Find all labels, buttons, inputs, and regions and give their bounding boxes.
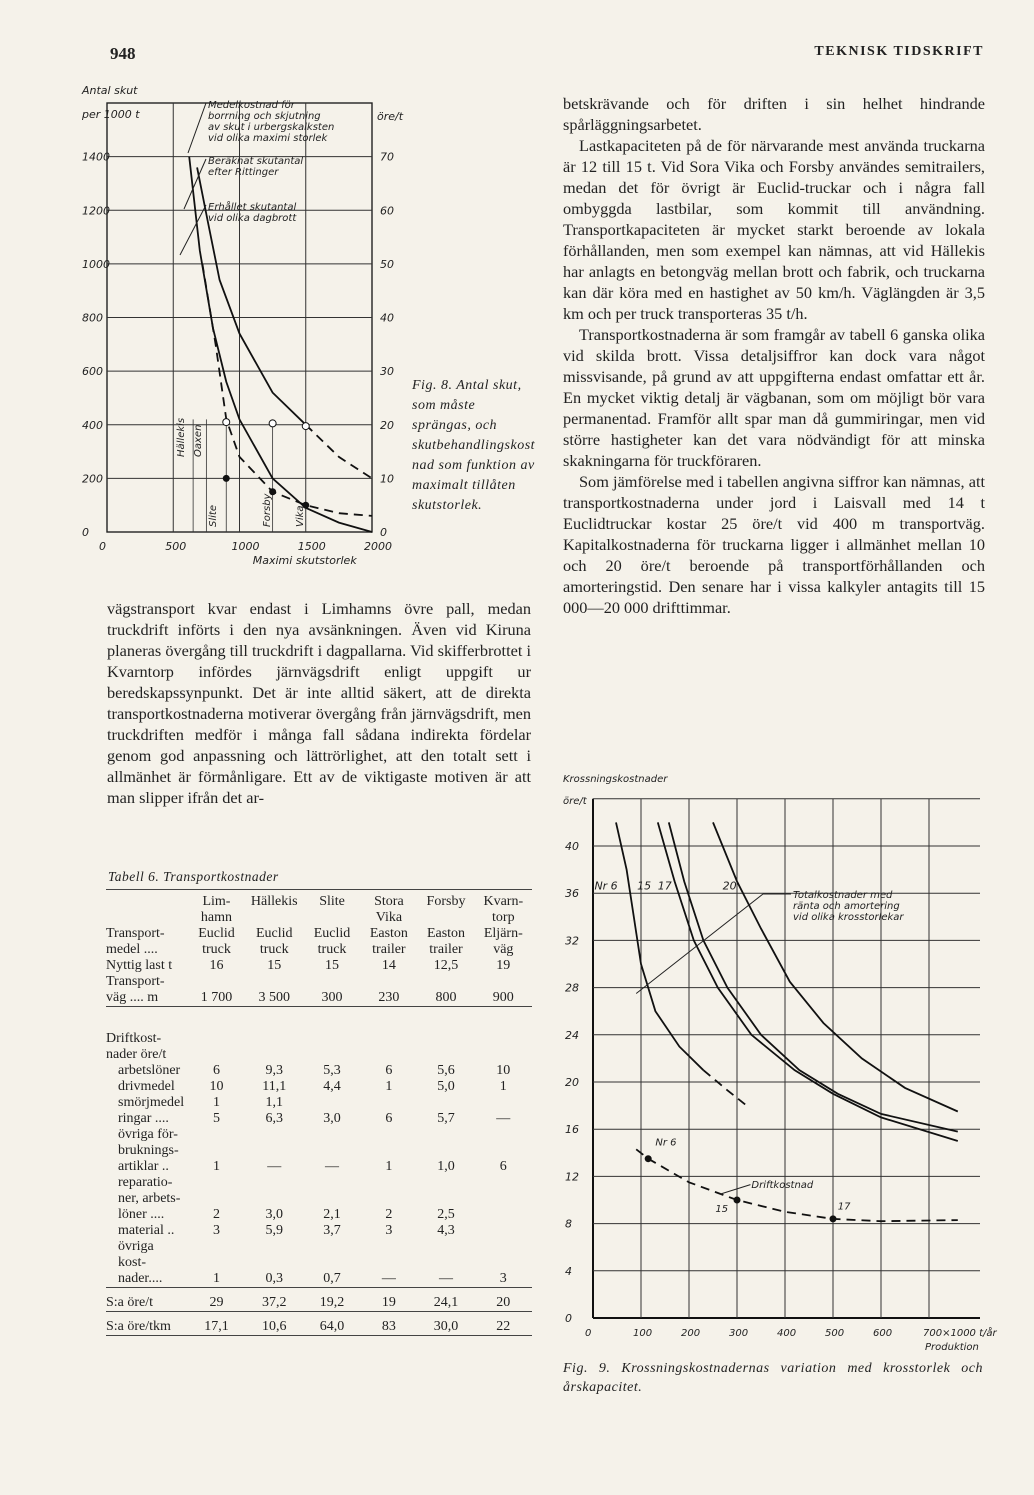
x-tick-label: 500 [825, 1328, 845, 1339]
total-cell: 10,6 [261, 1319, 287, 1334]
annotation-text: Totalkostnader med [793, 890, 893, 901]
row-label: övriga för- bruknings- artiklar .. [118, 1127, 179, 1174]
annotation-leader [720, 1185, 750, 1194]
x-tick-label: 700×1000 t/år [923, 1328, 997, 1339]
annotation [208, 200, 297, 224]
table-cell: 1 [212, 1271, 220, 1286]
paragraph: Transportkostnaderna är som framgår av tabell 6 ganska olika vid skilda brott. Vissa detaljsiffror kan dock vara något missvisande, på grund av att uppgifterna endast omfattar ett år. En mycket viktig detalj är vägbanan, som om möjligt bör vara permanentad. Framför allt spar man då gummiringar, men vid större hastigheter kan det vara nödvändigt för att minska skakningarna för truckföraren. [563, 325, 985, 470]
table-cell: 2 [385, 1207, 393, 1222]
table-cell: — [381, 1271, 396, 1286]
site-label: Slite [208, 505, 219, 527]
open-data-point [302, 423, 309, 430]
x-tick-label: 100 [633, 1328, 653, 1339]
y-tick-label: 36 [565, 887, 579, 901]
paragraph: Lastkapaciteten på de för närvarande mest använda truckarna är 12 till 15 t. Vid Sora Vika och Forsby användes semitrailers, medan det för övrigt är Euclid-truckar och i några fall ombyggda lastbilar, som kommit till användning. Transportkapaciteten är mycket starkt beroende av lokala förhållanden, men som exempel kan nämnas, att vid Hällekis har anlagts en betongväg mellan brott och fabrik, och truckarna kan där köra med en hastighet av 50 km/h. Väglängden är 3,5 km och per truck transporteras 35 t/h. [563, 136, 985, 323]
annotation-text: Erhållet skutantal [208, 202, 297, 213]
y-tick-label: 8 [565, 1217, 572, 1231]
table-cell: — [267, 1159, 282, 1174]
table-cell: 19 [496, 958, 511, 973]
table-cell: 1 [499, 1079, 507, 1094]
open-data-point [269, 420, 276, 427]
x-tick-label: 600 [873, 1328, 893, 1339]
row-label: Transport- medel .... [106, 926, 165, 957]
section-label: Driftkost- nader öre/t [106, 1031, 167, 1062]
figure-8-caption: Fig. 8. Antal skut, som måste sprängas, och skutbehandlingskostnad som funktion av maximalt tillåten skutstorlek. [412, 378, 536, 513]
x-axis-label: Maximi skutstorlek [252, 554, 357, 567]
table-cell [304, 1095, 361, 1111]
table-cell: 1 [212, 1095, 220, 1110]
table-cell [360, 1095, 417, 1111]
table-cell: 3 [212, 1223, 220, 1238]
table-cell: 0,3 [265, 1271, 283, 1286]
table-cell: 16 [209, 958, 224, 973]
x-tick-label: 300 [729, 1328, 749, 1339]
row-label: ringar .... [118, 1111, 169, 1126]
y2-tick-label: 60 [380, 204, 394, 218]
total-cell: 24,1 [433, 1295, 459, 1310]
row-label: arbetslöner [118, 1063, 181, 1078]
annotation [208, 100, 334, 144]
annotation [208, 156, 303, 178]
total-label: S:a öre/t [106, 1295, 154, 1310]
total-cell: 64,0 [319, 1319, 345, 1334]
y2-tick-label: 10 [380, 472, 394, 486]
y-tick-label: 1000 [82, 257, 110, 271]
column-header: Forsby [426, 894, 466, 909]
series-line [703, 1070, 746, 1105]
y-tick-label: 16 [565, 1123, 579, 1137]
curve-label: 17 [657, 879, 672, 893]
annotation-text: vid olika maximi storlek [208, 133, 328, 144]
paragraph: vägstransport kvar endast i Limhamns övre pall, medan truckdrift införts i den nya avsänkningen. Även vid Kiruna planeras övergång till truckdrift i dagpallarna. Vid skifferbrottet i Kvarntorp infördes järnvägsdrift enligt uppgift ur beredskapssynpunkt. Det är inte alltid säkert, att de direkta transportkostnaderna motiverar övergång från järnvägsdrift, men truckdriften medför i många fall sådana indirekta fördelar genom god anpassning och lättrörlighet, att den totalt sett i allmänhet är förmånligare. Ett av de viktigaste motiven är att man slipper ifrån det ar- [107, 599, 531, 807]
table-cell: 4,3 [437, 1223, 455, 1238]
row-label: övriga kost- nader.... [118, 1239, 163, 1286]
y-tick-label: 1400 [82, 150, 110, 164]
table-cell: 9,3 [265, 1063, 283, 1078]
page-number: 948 [110, 44, 136, 63]
y2-tick-label: 0 [380, 526, 387, 539]
annotation-leader [188, 103, 206, 153]
filled-data-point [734, 1197, 741, 1204]
total-cell: 30,0 [433, 1319, 459, 1334]
row-label: material .. [118, 1223, 175, 1238]
table-cell: 3 [499, 1271, 507, 1286]
total-cell: 19 [381, 1295, 396, 1310]
table-cell: 3,0 [323, 1111, 341, 1126]
table-cell: 230 [378, 990, 400, 1005]
site-label: Forsby [262, 493, 273, 527]
y-tick-label: 1200 [82, 204, 110, 218]
table-cell: 1,1 [265, 1095, 283, 1110]
y-tick-label: 12 [565, 1170, 579, 1184]
y-tick-label: 400 [82, 418, 103, 432]
table-cell: 10 [209, 1079, 224, 1094]
y-axis-label: Krossningskostnader [563, 774, 668, 785]
x-tick-label: 1000 [231, 540, 260, 553]
y-tick-label: 0 [565, 1312, 572, 1325]
x-tick-label: 200 [681, 1328, 701, 1339]
annotation-text: efter Rittinger [208, 167, 279, 178]
site-label: Hällekis [176, 417, 187, 457]
annotation-text: av skut i urbergskalksten [208, 122, 335, 133]
curve-label: 15 [637, 879, 652, 893]
y-axis-label: Antal skut [82, 84, 138, 97]
point-label: 17 [837, 1201, 851, 1213]
row-label: smörjmedel [118, 1095, 185, 1110]
annotation-text: vid olika dagbrott [208, 213, 297, 224]
annotation-text: ränta och amortering [793, 901, 900, 912]
table-cell: 1 [385, 1159, 393, 1174]
table-cell: 5,0 [437, 1079, 455, 1094]
column-header: Slite [319, 894, 345, 909]
figure-8-chart [80, 80, 404, 570]
open-data-point [223, 419, 230, 426]
table-cell: 6,3 [265, 1111, 283, 1126]
x-tick-label: 500 [165, 540, 187, 553]
annotation-leader [180, 205, 206, 255]
table-cell: 2,5 [437, 1207, 455, 1222]
table-cell: 5,7 [437, 1111, 455, 1126]
column-header: Stora Vika [374, 894, 404, 925]
table-cell: 3 [385, 1223, 393, 1238]
table-cell: 5,9 [265, 1223, 283, 1238]
table-cell: 0,7 [323, 1271, 341, 1286]
table-title: Tabell 6. Transportkostnader [108, 869, 279, 884]
table-cell: 1,0 [437, 1159, 455, 1174]
series-line [658, 822, 958, 1141]
row-label: reparatio- ner, arbets- löner .... [118, 1175, 181, 1222]
total-cell: 20 [496, 1295, 511, 1310]
curve-label: Nr 6 [594, 879, 618, 893]
series-line [616, 822, 703, 1070]
transport-cost-table [106, 889, 532, 1336]
table-cell: — [325, 1159, 340, 1174]
table-cell: Euclid truck [313, 926, 351, 957]
total-cell: 37,2 [261, 1295, 287, 1310]
annotation-text: Medelkostnad för [208, 100, 295, 111]
right-column-text [563, 93, 985, 618]
point-label: Nr 6 [655, 1137, 677, 1149]
table-cell: 900 [492, 990, 514, 1005]
table-cell: Euclid truck [255, 926, 293, 957]
table-cell: Easton trailer [369, 926, 408, 957]
table-cell: 6 [212, 1063, 220, 1078]
left-column-text [107, 598, 531, 808]
table-cell: 300 [321, 990, 343, 1005]
table-cell: 3,7 [323, 1223, 341, 1238]
table-cell [475, 1175, 532, 1223]
journal-title: TEKNISK TIDSKRIFT [814, 44, 984, 59]
total-cell: 17,1 [204, 1319, 229, 1334]
annotation-text: Driftkostnad [751, 1180, 814, 1192]
table-cell: 11,1 [262, 1079, 287, 1094]
point-label: 15 [715, 1203, 729, 1215]
table-cell: 5,3 [323, 1063, 341, 1078]
y-tick-label: 24 [565, 1028, 579, 1042]
table-cell: 6 [385, 1063, 393, 1078]
table-cell: 6 [499, 1159, 507, 1174]
x-tick-label: 400 [777, 1328, 797, 1339]
annotation-text: Beräknat skutantal [208, 156, 304, 167]
row-label: Nyttig last t [106, 958, 173, 973]
figure-9-caption: Fig. 9. Krossningskostnadernas variation med krosstorlek och årskapacitet. [563, 1361, 983, 1395]
site-label: Vika [295, 505, 306, 527]
x-tick-label: 2000 [364, 540, 392, 553]
site-label: Oaxen [193, 424, 204, 457]
y2-tick-label: 20 [380, 418, 394, 432]
column-header: Kvarn- torp [483, 894, 524, 925]
y-tick-label: 0 [82, 526, 89, 539]
filled-data-point [830, 1215, 837, 1222]
total-cell: 83 [381, 1319, 396, 1334]
annotation-text: borrning och skjutning [208, 111, 321, 122]
y-tick-label: 4 [565, 1264, 572, 1278]
y2-axis-label: öre/t [377, 110, 404, 123]
total-cell: 19,2 [319, 1295, 345, 1310]
y2-tick-label: 30 [380, 365, 394, 379]
x-axis-label: Produktion [925, 1342, 979, 1353]
annotation-text: vid olika krosstorlekar [793, 912, 904, 923]
x-tick-label: 0 [585, 1328, 592, 1339]
table-cell: 2,1 [323, 1207, 341, 1222]
total-label: S:a öre/tkm [106, 1319, 171, 1334]
series-line [713, 822, 958, 1111]
table-cell [417, 1095, 474, 1111]
filled-data-point [223, 475, 230, 482]
table-cell: 3 500 [258, 990, 290, 1005]
table-cell: 1 700 [200, 990, 233, 1005]
total-cell: 22 [496, 1319, 511, 1334]
table-cell: 800 [435, 990, 457, 1005]
table-cell [475, 1223, 532, 1239]
table-cell: 3,0 [265, 1207, 283, 1222]
table-cell: 14 [381, 958, 396, 973]
x-tick-label: 0 [99, 540, 106, 553]
row-label: Transport- väg .... m [106, 974, 165, 1005]
column-header: Lim- hamn [200, 894, 233, 925]
x-tick-label: 1500 [297, 540, 326, 553]
y-tick-label: 32 [565, 934, 579, 948]
y-tick-label: 200 [82, 472, 103, 486]
total-cell: 29 [209, 1295, 224, 1310]
column-header: Hällekis [250, 894, 298, 909]
y-tick-label: 600 [82, 365, 103, 379]
table-cell: Euclid truck [198, 926, 235, 957]
row-label: drivmedel [118, 1079, 175, 1094]
table-cell: 1 [385, 1079, 393, 1094]
table-cell: 10 [496, 1063, 511, 1078]
figure-9-chart [555, 770, 995, 1355]
y-unit-label: öre/t [563, 796, 587, 807]
table-cell: 1 [212, 1159, 220, 1174]
y-tick-label: 800 [82, 311, 103, 325]
table-cell: 12,5 [433, 958, 459, 973]
y-tick-label: 40 [565, 840, 579, 853]
y-tick-label: 20 [565, 1076, 579, 1089]
table-cell: — [496, 1111, 511, 1126]
filled-data-point [645, 1155, 652, 1162]
y2-tick-label: 70 [380, 150, 394, 164]
table-cell: — [439, 1271, 453, 1286]
table-cell: 4,4 [323, 1079, 341, 1094]
table-cell: 15 [325, 958, 340, 973]
table-cell: 5 [212, 1111, 220, 1126]
y-axis-label: per 1000 t [82, 108, 140, 121]
paragraph: betskrävande och för driften i sin helhet hindrande spårläggningsarbetet. [563, 94, 985, 134]
table-cell: 6 [385, 1111, 393, 1126]
y2-tick-label: 40 [380, 311, 394, 325]
y-tick-label: 28 [565, 981, 579, 995]
table-cell: Easton trailer [426, 926, 466, 957]
table-cell: 5,6 [437, 1063, 455, 1078]
y2-tick-label: 50 [380, 257, 394, 271]
table-cell: 15 [267, 958, 282, 973]
series-line [306, 425, 372, 479]
table-cell [475, 1095, 532, 1111]
paragraph: Som jämförelse med i tabellen angivna siffror kan nämnas, att transportkostnaderna under jord i Laisvall med 14 t Euclidtruckar kostar 25 öre/t vid 400 m transportväg. Kapitalkostnaderna för truckarna ligger i allmänhet mellan 10 och 20 öre/t beroende på transportförhållanden och amorteringstid. Den senare har i vissa kalkyler antagits till 15 000—20 000 drifttimmar. [563, 472, 985, 617]
table-cell: Eljärn-väg [483, 926, 523, 957]
table-cell: 2 [212, 1207, 220, 1222]
curve-label: 20 [722, 879, 737, 893]
